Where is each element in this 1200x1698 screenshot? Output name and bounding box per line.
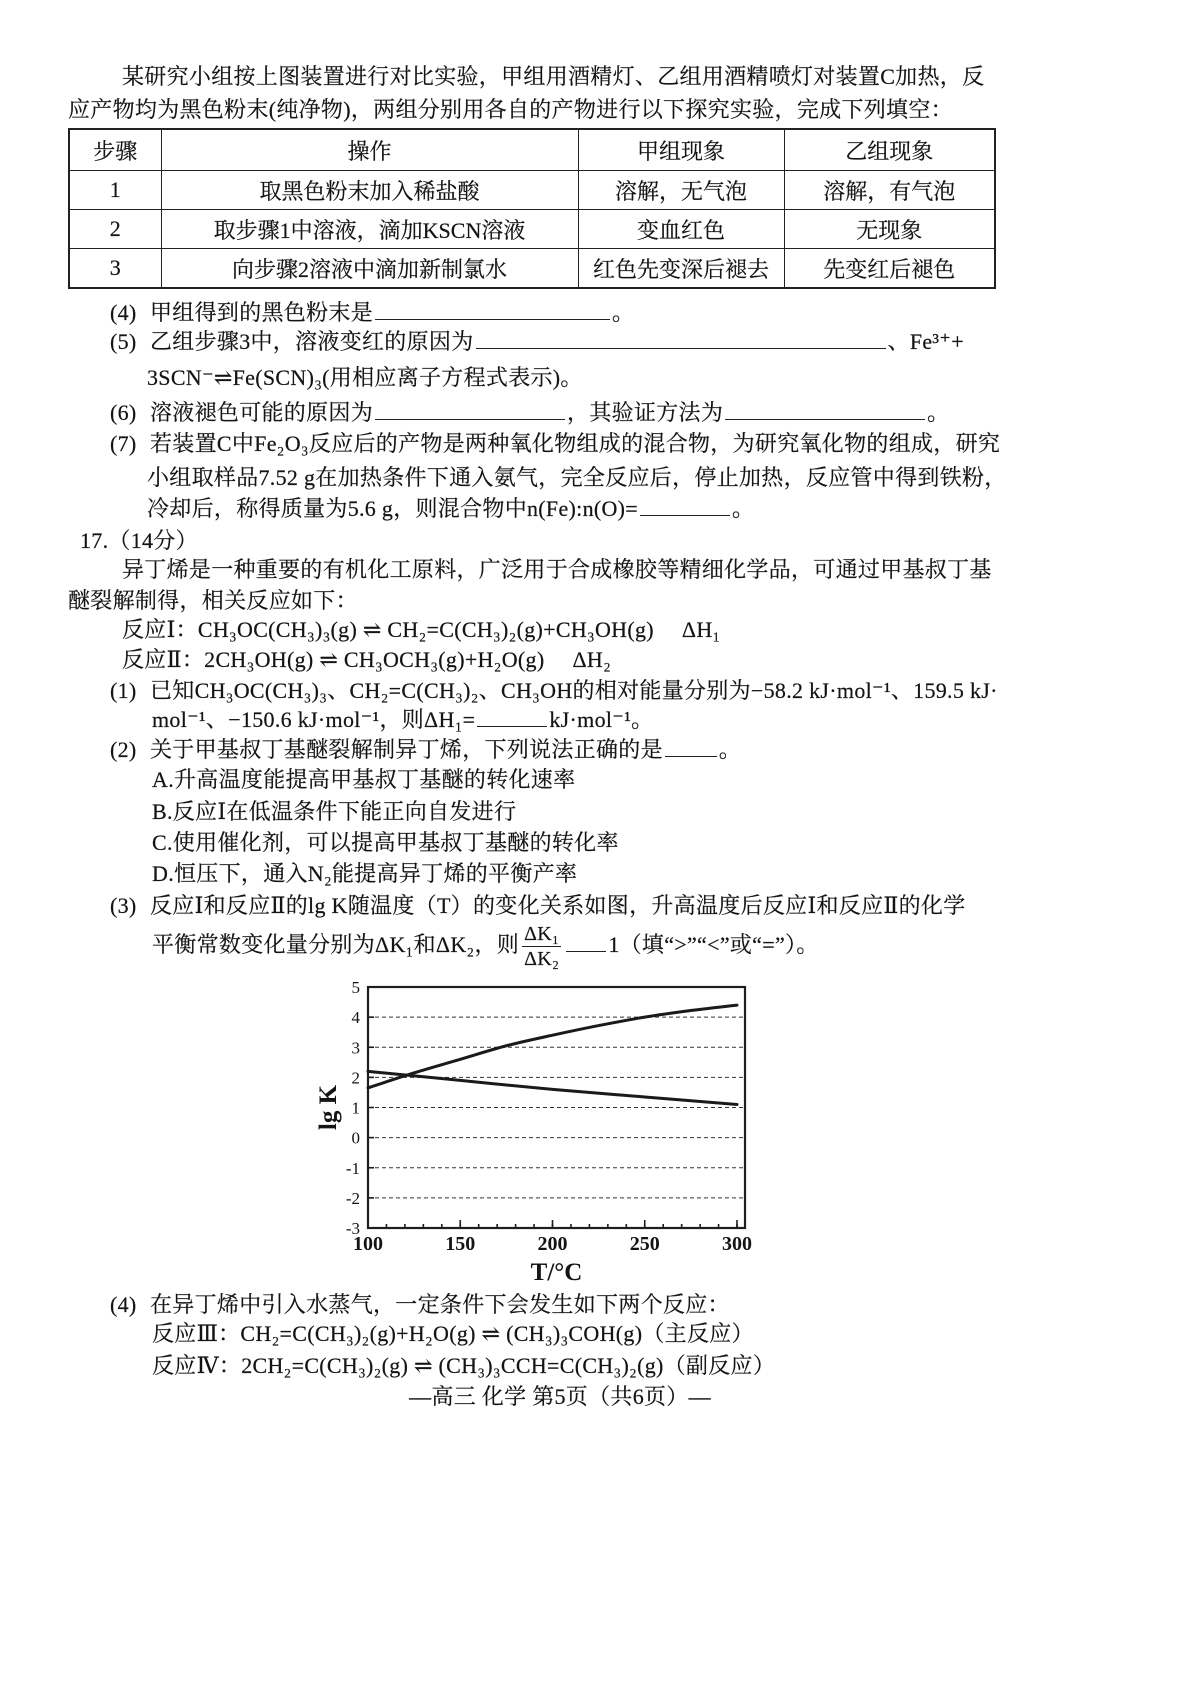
lgk-temperature-chart (300, 970, 780, 1290)
question-text: 平衡常数变化量分别为ΔK₁和ΔK₂，则 (152, 932, 520, 957)
question-16-7-line-3 (147, 496, 754, 522)
question-17-1 (110, 678, 998, 704)
cell-step: 1 (69, 171, 161, 210)
question-17-2 (110, 737, 741, 763)
question-text: 关于甲基叔丁基醚裂解制异丁烯，下列说法正确的是 (150, 737, 663, 762)
cell-group-a: 变血红色 (578, 210, 784, 249)
reaction-3 (152, 1321, 754, 1347)
question-text: 反应Ⅰ和反应Ⅱ的lg K随温度（T）的变化关系如图，升高温度后反应Ⅰ和反应Ⅱ的化学 (150, 893, 966, 918)
page-footer: —高三 化学 第5页（共6页）— (409, 1384, 711, 1409)
cell-step: 2 (69, 210, 161, 249)
option-c: C.使用催化剂，可以提高甲基叔丁基醚的转化率 (152, 830, 619, 855)
x-tick-label: 200 (537, 1233, 568, 1255)
question-16-7 (110, 431, 1000, 457)
cell-step: 3 (69, 249, 161, 289)
cell-operation: 向步骤2溶液中滴加新制氯水 (161, 249, 578, 289)
y-axis-label: lg K (315, 1084, 342, 1131)
table-row (69, 249, 995, 289)
x-tick-label: 150 (445, 1233, 476, 1255)
answer-blank (725, 401, 925, 420)
reaction-note: （主反应） (642, 1321, 754, 1346)
answer-blank (566, 933, 606, 952)
table-header-row (69, 129, 995, 171)
question-17-header: 17.（14分） (80, 528, 198, 553)
answer-blank (375, 401, 565, 420)
reaction-note: （副反应） (663, 1353, 776, 1378)
x-tick-label: 100 (353, 1233, 383, 1255)
series-line-2 (368, 1071, 737, 1104)
question-17-4 (110, 1292, 730, 1318)
x-tick-label: 250 (629, 1233, 660, 1255)
ratio-fraction (522, 922, 561, 971)
question-text-after-blank: 、Fe³⁺+ (887, 329, 964, 354)
question-16-6 (110, 400, 949, 426)
question-number: (2) (110, 737, 137, 762)
header-operation: 操作 (161, 129, 578, 171)
fraction-denominator: ΔK₂ (524, 948, 560, 971)
reaction-2 (122, 647, 611, 673)
experiment-table (68, 128, 996, 289)
y-tick-label: -1 (345, 1158, 360, 1178)
reaction-1 (122, 617, 721, 643)
option-d: D.恒压下，通入N₂能提高异丁烯的平衡产率 (152, 861, 578, 886)
question-end: 。 (718, 737, 742, 762)
y-tick-label: -2 (345, 1188, 360, 1208)
question-16-5-line-2: 3SCN⁻⇌Fe(SCN)₃(用相应离子方程式表示)。 (147, 365, 583, 390)
question-16-4 (110, 300, 634, 326)
question-text: 甲组得到的黑色粉末是 (150, 300, 374, 325)
question-17-3 (110, 893, 966, 919)
answer-blank (375, 301, 610, 320)
question-text: mol⁻¹、−150.6 kJ·mol⁻¹，则ΔH₁= (152, 707, 476, 732)
question-text: 乙组步骤3中，溶液变红的原因为 (150, 329, 474, 354)
header-group-b: 乙组现象 (784, 129, 995, 171)
question-16-5 (110, 329, 964, 355)
question-number: (3) (110, 893, 137, 918)
option-b: B.反应Ⅰ在低温条件下能正向自发进行 (152, 799, 517, 824)
question-number: (4) (110, 300, 137, 325)
question-text: 已知CH₃OC(CH₃)₃、CH₂=C(CH₃)₂、CH₃OH的相对能量分别为−58.2 kJ·mol⁻¹、159.5 kJ· (150, 678, 998, 703)
table-row (69, 171, 995, 210)
y-tick-label: 0 (351, 1128, 360, 1148)
reaction-equation: 2CH₃OH(g) ⇌ CH₃OCH₃(g)+H₂O(g) (204, 647, 545, 672)
question-text: 溶液褪色可能的原因为 (150, 400, 374, 425)
y-tick-label: 2 (351, 1068, 360, 1088)
question-17-3-line-2 (152, 920, 819, 971)
option-a: A.升高温度能提高甲基叔丁基醚的转化速率 (152, 767, 576, 792)
reaction-equation: CH₃OC(CH₃)₃(g) ⇌ CH₂=C(CH₃)₂(g)+CH₃OH(g) (197, 617, 654, 642)
table-row (69, 210, 995, 249)
question-17-intro-line-1: 异丁烯是一种重要的有机化工原料，广泛用于合成橡胶等精细化学品，可通过甲基叔丁基 (122, 557, 992, 582)
y-tick-label: 3 (351, 1038, 360, 1058)
question-end: kJ·mol⁻¹。 (549, 707, 654, 732)
answer-blank (665, 738, 717, 757)
question-text: 在异丁烯中引入水蒸气，一定条件下会发生如下两个反应： (150, 1292, 730, 1317)
question-number: (4) (110, 1292, 137, 1317)
enthalpy-symbol: ΔH₁ (681, 617, 721, 642)
reaction-equation: 2CH₂=C(CH₃)₂(g) ⇌ (CH₃)₃CCH=C(CH₃)₂(g) (241, 1353, 664, 1378)
reaction-4 (152, 1353, 775, 1379)
question-text: 冷却后，称得质量为5.6 g，则混合物中n(Fe):n(O)= (147, 496, 639, 521)
answer-blank (640, 497, 730, 516)
question-number: (7) (110, 431, 137, 456)
cell-group-b: 无现象 (784, 210, 995, 249)
intro-line-1: 某研究小组按上图装置进行对比实验，甲组用酒精灯、乙组用酒精喷灯对装置C加热，反 (122, 64, 985, 89)
y-tick-label: 4 (351, 1008, 360, 1028)
question-end: 。 (612, 300, 635, 325)
question-17-intro-line-2: 醚裂解制得，相关反应如下： (68, 588, 358, 613)
y-tick-label: 1 (351, 1098, 360, 1118)
reaction-label: 反应Ⅰ： (122, 617, 198, 642)
y-tick-label: 5 (351, 978, 360, 997)
x-tick-label: 300 (722, 1233, 752, 1255)
cell-group-a: 溶解，无气泡 (578, 171, 784, 210)
cell-operation: 取黑色粉末加入稀盐酸 (161, 171, 578, 210)
cell-group-b: 先变红后褪色 (784, 249, 995, 289)
cell-operation: 取步骤1中溶液，滴加KSCN溶液 (161, 210, 578, 249)
header-group-a: 甲组现象 (578, 129, 784, 171)
reaction-label: 反应Ⅳ： (152, 1353, 242, 1378)
question-end: 。 (732, 496, 755, 521)
x-axis-label: T/°C (530, 1259, 583, 1286)
question-number: (6) (110, 400, 137, 425)
question-16-7-line-2: 小组取样品7.52 g在加热条件下通入氨气，完全反应后，停止加热，反应管中得到铁粉， (147, 465, 1007, 490)
reaction-label: 反应Ⅲ： (152, 1321, 241, 1346)
question-number: (1) (110, 678, 137, 703)
y-tick-label: -3 (345, 1219, 360, 1238)
question-end: 1（填“>”“<”或“=”）。 (608, 932, 819, 957)
fraction-numerator: ΔK₁ (524, 923, 560, 946)
question-text: 若装置C中Fe₂O₃反应后的产物是两种氧化物组成的混合物，为研究氧化物的组成，研究 (150, 431, 1001, 456)
header-step: 步骤 (69, 129, 161, 171)
reaction-label: 反应Ⅱ： (122, 647, 205, 672)
question-number: (5) (110, 329, 137, 354)
question-text-mid: ，其验证方法为 (567, 400, 724, 425)
cell-group-b: 溶解，有气泡 (784, 171, 995, 210)
enthalpy-symbol: ΔH₂ (572, 647, 612, 672)
intro-line-2: 应产物均为黑色粉末(纯净物)，两组分别用各自的产物进行以下探究实验，完成下列填空： (68, 97, 953, 122)
question-17-1-line-2 (152, 707, 653, 733)
reaction-equation: CH₂=C(CH₃)₂(g)+H₂O(g) ⇌ (CH₃)₃COH(g) (240, 1321, 643, 1346)
question-end: 。 (927, 400, 950, 425)
answer-blank (476, 330, 886, 349)
cell-group-a: 红色先变深后褪去 (578, 249, 784, 289)
answer-blank (477, 708, 547, 727)
